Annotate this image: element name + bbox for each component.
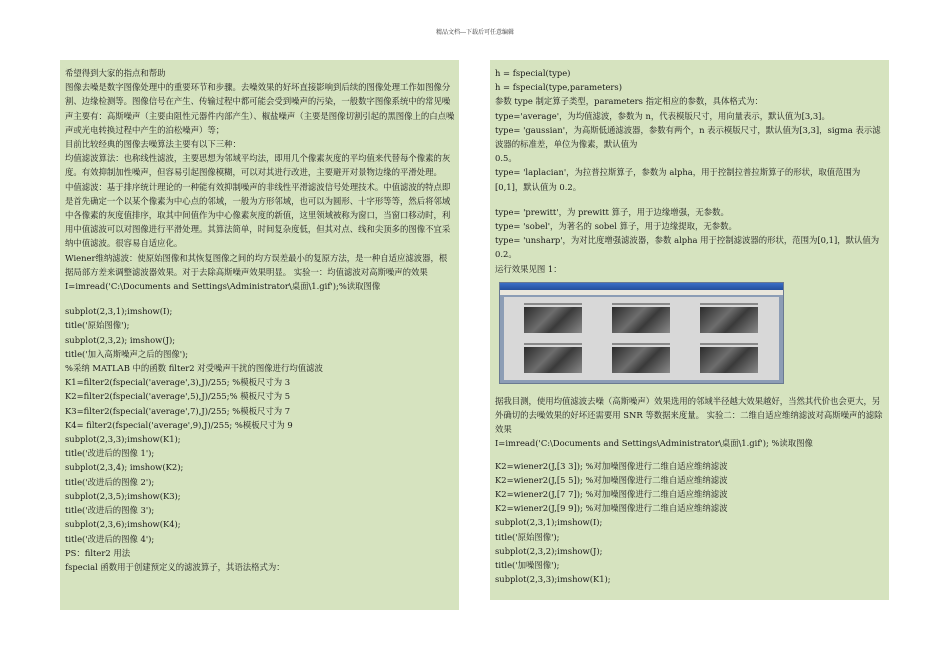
code-line: subplot(2,3,1);imshow(I); (65, 306, 173, 317)
code-line: title('原始图像'); (495, 531, 560, 542)
code-line: K1=filter2(fspecial('average',3),J)/255; %模板尺寸为 3 (65, 377, 291, 388)
window-menubar (500, 290, 783, 295)
right-column (490, 60, 889, 600)
wiener-filter-paragraph: Wiener维纳滤波：使原始图像和其恢复图像之间的均方误差最小的复原方法，是一种自适应滤波器，根据局部方差来调整滤波器效果。对于去除高斯噪声效果明显。 实验一：均值滤波对高斯噪声的效果 (65, 252, 448, 277)
syntax-line: h = fspecial(type,parameters) (495, 82, 622, 93)
type-gaussian-paragraph: type= 'gaussian'，为高斯低通滤波器，参数有两个，n 表示模版尺寸，默认值为[3,3]，sigma 表示滤波器的标准差，单位为像素，默认值为 (495, 124, 881, 150)
conclusion-paragraph: 据我目测，使用均值滤波去噪（高斯噪声）效果选用的邻域半径越大效果越好，当然其代价也会更大，另外确切的去噪效果的好坏还需要用 SNR 等数据来度量。 实验二：二维自适应维纳滤波对高斯噪声的滤除效果 (495, 395, 883, 435)
noise-intro-paragraph: 图像去噪是数字图像处理中的重要环节和步骤。去噪效果的好坏直接影响到后续的图像处理工作如图像分割、边缘检测等。图像信号在产生、传输过程中都可能会受到噪声的污染，一般数字图像系统中的常见噪声主要有：高斯噪声（主要由阻性元器件内部产生）、椒盐噪声（主要是图像切割引起的黑图像上的白点噪声或光电转换过程中产生的泊松噪声）等； (65, 82, 455, 135)
blank-line (65, 293, 455, 304)
code-line: K4= filter2(fspecial('average',9),J)/255; %模板尺寸为 9 (65, 419, 293, 430)
code-line: title('加噪图像'); (495, 560, 560, 571)
code-line: K3=filter2(fspecial('average',7),J)/255; %模板尺寸为 7 (65, 405, 291, 416)
result-image-thumbnail (524, 307, 582, 333)
code-imread-line: I=imread('C:\Documents and Settings\Administrator\桌面\1.gif');%读取图像 (65, 281, 381, 292)
code-line: title('改进后的图像 4'); (65, 533, 155, 544)
code-line: subplot(2,3,2); imshow(J); (65, 334, 176, 345)
type-average-line: type='average'，为均值滤波，参数为 n，代表模版尺寸，用向量表示，默认值为[3,3]。 (495, 110, 830, 121)
result-image-thumbnail (612, 307, 670, 333)
left-column (60, 60, 459, 610)
code-line: subplot(2,3,3);imshow(K1); (65, 434, 181, 445)
code-block-mean-filter (65, 304, 455, 574)
type-laplacian-paragraph: type= 'laplacian'，为拉普拉斯算子，参数为 alpha，用于控制拉普拉斯算子的形状，取值范围为[0,1]，默认值为 0.2。 (495, 167, 861, 192)
code-line: title('加入高斯噪声之后的图像'); (65, 348, 189, 359)
result-image-thumbnail (524, 347, 582, 373)
code-line: subplot(2,3,2);imshow(J); (495, 545, 603, 556)
median-filter-paragraph: 中值滤波：基于排序统计理论的一种能有效抑制噪声的非线性平滑滤波信号处理技术。中值滤波的特点即是首先确定一个以某个像素为中心点的邻域，一般为方形邻域，也可以为圆形、十字形等等，然后将邻域中各像素的灰度值排序，取其中间值作为中心像素灰度的新值，这里领域被称为窗口，当窗口移动时，利用中值滤波可以对图像进行平滑处理。其算法简单，时间复杂度低，但其对点、线和尖顶多的图像不宜采纳中值滤波。很容易自适应化。 (65, 181, 451, 249)
result-image-thumbnail (612, 347, 670, 373)
intro-line: 希望得到大家的指点和帮助 (65, 68, 166, 78)
ps-note-line: PS：filter2 用法 (65, 547, 131, 558)
code-line: K2=wiener2(J,[7 7]); %对加噪图像进行二维自适应维纳滤波 (495, 489, 728, 500)
figure-caption: 运行效果见图 1： (495, 263, 562, 274)
code-line: K2=wiener2(J,[9 9]); %对加噪图像进行二维自适应维纳滤波 (495, 503, 728, 514)
blank-line (495, 194, 885, 205)
figure-canvas (504, 297, 779, 380)
window-titlebar (500, 283, 783, 290)
code-line: title('改进后的图像 1'); (65, 448, 155, 459)
fspecial-syntax-line: fspecial 函数用于创建预定义的滤波算子，其语法格式为： (65, 561, 285, 572)
type-sobel-line: type= 'sobel'，为著名的 sobel 算子，用于边缘提取，无参数。 (495, 221, 737, 232)
code-line: subplot(2,3,3);imshow(K1); (495, 574, 611, 585)
code-imread-line: I=imread('C:\Documents and Settings\Administrator\桌面\1.gif'); %读取图像 (495, 438, 813, 449)
code-line: title('原始图像'); (65, 320, 130, 331)
code-line: K2=wiener2(J,[5 5]); %对加噪图像进行二维自适应维纳滤波 (495, 474, 728, 485)
code-line: title('改进后的图像 3'); (65, 505, 155, 516)
code-line: K2=wiener2(J,[3 3]); %对加噪图像进行二维自适应维纳滤波 (495, 460, 728, 471)
syntax-line: h = fspecial(type) (495, 68, 571, 78)
code-line: %采纳 MATLAB 中的函数 filter2 对受噪声干扰的图像进行均值滤波 (65, 363, 323, 374)
code-line: subplot(2,3,1);imshow(I); (495, 517, 603, 528)
result-image-thumbnail (700, 347, 758, 373)
page-header: 精品文档---下载后可任意编辑 (435, 29, 515, 36)
result-image-thumbnail (700, 307, 758, 333)
mean-filter-paragraph: 均值滤波算法：也称线性滤波，主要思想为邻域平均法，即用几个像素灰度的平均值来代替每个像素的灰度。有效抑制加性噪声，但容易引起图像模糊，可以对其进行改进，主要避开对景物边缘的平滑处理。 (65, 153, 451, 178)
code-line: title('改进后的图像 2'); (65, 476, 155, 487)
result-screenshot (499, 282, 784, 384)
algorithms-heading: 目前比较经典的图像去噪算法主要有以下三种： (65, 139, 241, 150)
type-unsharp-paragraph: type= 'unsharp'，为对比度增强滤波器，参数 alpha 用于控制滤波器的形状，范围为[0,1]，默认值为 0.2。 (495, 235, 880, 260)
blank-line (495, 451, 885, 459)
code-block-wiener (495, 459, 885, 587)
code-line: K2=filter2(fspecial('average',5),J)/255;% 模板尺寸为 5 (65, 391, 291, 402)
code-line: subplot(2,3,5);imshow(K3); (65, 490, 181, 501)
code-line: subplot(2,3,4); imshow(K2); (65, 462, 184, 473)
gaussian-default-line: 0.5。 (495, 153, 517, 164)
param-desc-line: 参数 type 制定算子类型，parameters 指定相应的参数，具体格式为： (495, 96, 763, 107)
type-prewitt-line: type= 'prewitt'，为 prewitt 算子，用于边缘增强，无参数。 (495, 206, 729, 217)
code-line: subplot(2,3,6);imshow(K4); (65, 519, 181, 530)
